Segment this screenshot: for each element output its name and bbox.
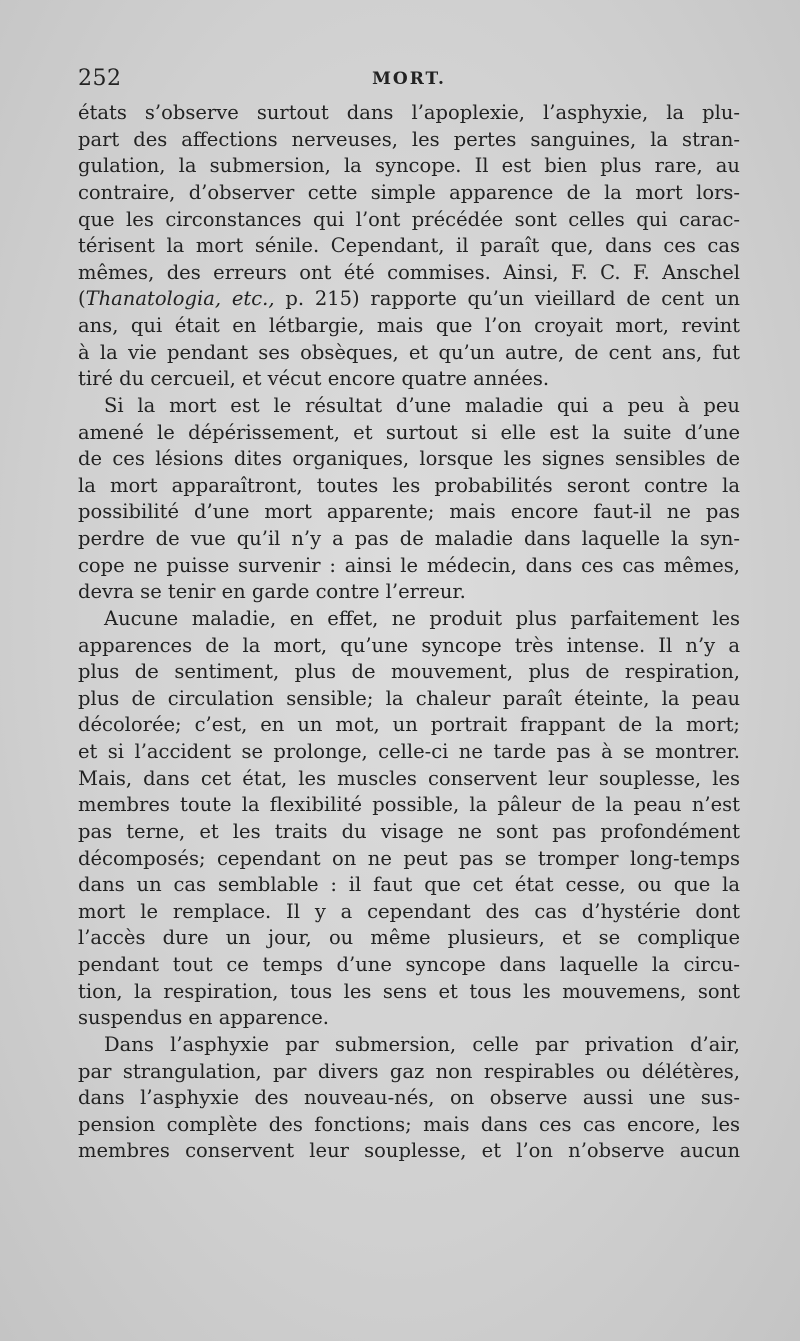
text-line: de ces lésions dites organiques, lorsque les signes sensibles de <box>78 447 740 471</box>
text-line: pendant tout ce temps d’une syncope dans laquelle la circu- <box>78 953 740 976</box>
page-number: 252 <box>78 66 122 91</box>
text-line: dans un cas semblable : il faut que cet état cesse, ou que la <box>78 873 740 897</box>
text-line: apparences de la mort, qu’une syncope très intense. Il n’y a <box>78 633 740 657</box>
text-line: mort le remplace. Il y a cependant des cas d’hystérie dont <box>78 899 740 923</box>
text-line: part des affections nerveuses, les pertes sanguines, la stran- <box>78 127 740 151</box>
text-line: et si l’accident se prolonge, celle-ci ne tarde pas à se montrer. <box>78 740 740 763</box>
text-line: que les circonstances qui l’ont précédée sont celles qui carac- <box>78 207 740 231</box>
text-line: contraire, d’observer cette simple apparence de la mort lors- <box>78 180 740 204</box>
text-line: plus de sentiment, plus de mouvement, plus de respiration, <box>78 660 740 684</box>
running-title: MORT. <box>372 69 446 89</box>
text-line: mêmes, des erreurs ont été commises. Ainsi, F. C. F. Anschel <box>78 260 740 284</box>
text-line: devra se tenir en garde contre l’erreur. <box>78 580 466 604</box>
text-line: Dans l’asphyxie par submersion, celle par privation d’air, <box>104 1032 740 1056</box>
text-line: états s’observe surtout dans l’apoplexie, l’asphyxie, la plu- <box>78 101 740 124</box>
text-line: tion, la respiration, tous les sens et tous les mouvemens, sont <box>78 979 740 1003</box>
book-title: Thanatologia, etc., <box>85 287 275 311</box>
text-line: Aucune maladie, en effet, ne produit plus parfaitement les <box>104 606 740 630</box>
text-line: suspendus en apparence. <box>78 1006 329 1030</box>
text-line: par strangulation, par divers gaz non respirables ou délétères, <box>78 1059 740 1083</box>
text-line: pas terne, et les traits du visage ne sont pas profondément <box>78 819 740 843</box>
text-line: possibilité d’une mort apparente; mais encore faut-il ne pas <box>78 500 740 524</box>
text-line: membres toute la flexibilité possible, la pâleur de la peau n’est <box>78 793 740 817</box>
text-line: Si la mort est le résultat d’une maladie qui a peu à peu <box>104 393 740 417</box>
text-line: la mort apparaîtront, toutes les probabilités seront contre la <box>78 473 740 497</box>
text-line: perdre de vue qu’il n’y a pas de maladie dans laquelle la syn- <box>78 527 740 550</box>
body-text <box>78 100 740 1165</box>
text-line: décolorée; c’est, en un mot, un portrait frappant de la mort; <box>78 713 740 737</box>
text-line: amené le dépérissement, et surtout si elle est la suite d’une <box>78 420 740 444</box>
text-line: gulation, la submersion, la syncope. Il est bien plus rare, au <box>78 154 740 178</box>
text-line: Mais, dans cet état, les muscles conservent leur souplesse, les <box>78 766 740 790</box>
text-line: térisent la mort sénile. Cependant, il paraît que, dans ces cas <box>78 234 740 258</box>
text-line: pension complète des fonctions; mais dans ces cas encore, les <box>78 1112 740 1136</box>
text-line: l’accès dure un jour, ou même plusieurs, et se complique <box>78 926 740 950</box>
text-line: ans, qui était en létbargie, mais que l’on croyait mort, revint <box>78 314 740 337</box>
text-line: à la vie pendant ses obsèques, et qu’un autre, de cent ans, fut <box>78 340 740 364</box>
text-line: membres conservent leur souplesse, et l’on n’observe aucun <box>78 1139 740 1163</box>
text-line: (Thanatologia, etc., p. 215) rapporte qu’un vieillard de cent un <box>78 287 740 311</box>
text-line: décomposés; cependant on ne peut pas se tromper long-temps <box>78 846 740 870</box>
text-line: tiré du cercueil, et vécut encore quatre années. <box>78 367 550 391</box>
running-header <box>78 66 740 96</box>
text-line: cope ne puisse survenir : ainsi le médecin, dans ces cas mêmes, <box>78 553 740 577</box>
text-line: plus de circulation sensible; la chaleur paraît éteinte, la peau <box>78 686 740 710</box>
text-line: dans l’asphyxie des nouveau-nés, on observe aussi une sus- <box>78 1086 740 1110</box>
